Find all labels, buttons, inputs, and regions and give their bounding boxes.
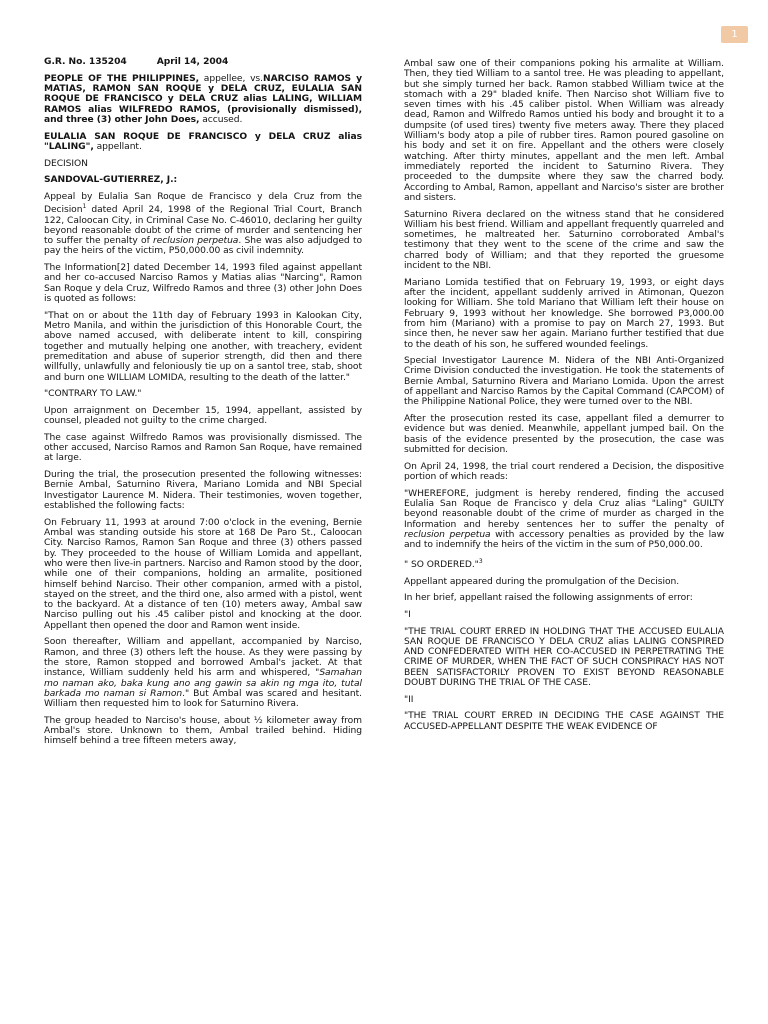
paragraph: On February 11, 1993 at around 7:00 o'clock in the evening, Bernie Ambal was standing outside his store at 168 De Paro St., Caloocan City. Narciso Ramos, Ramon San Roque and three (3) others passed by. They proceeded to the house of William Lomida and appellant, who were then live-in partners. Narciso and Ramon stood by the door, while one of their companions, holding an armalite, positioned himself behind Narciso. Their other companion, armed with a pistol, stayed on the street, and the third one, also armed with a pistol, went to the backyard. At a distance of ten (10) meters away, Ambal saw Narciso pulling out his .45 caliber pistol and knocking at the door. Appellant then opened the door and Ramon went inside. xyxy=(44,517,362,631)
paragraph: Appellant appeared during the promulgation of the Decision. xyxy=(404,576,680,587)
decision-date: April 14, 2004 xyxy=(156,57,229,67)
appellant-title: EULALIA SAN ROQUE DE FRANCISCO y DELA CRUZ alias "LALING", appellant. xyxy=(44,131,362,152)
paragraph: " SO ORDERED."$^3$ xyxy=(404,557,483,570)
footnote-ref: 3 xyxy=(478,557,483,565)
paragraph: In her brief, appellant raised the following assignments of error: xyxy=(404,593,693,604)
paragraph: During the trial, the prosecution presented the following witnesses: Bernie Ambal, Saturnino Rivera, Mariano Lomida and NBI Special Investigator Laurence M. Nidera. Their testimonies, woven together, established the following facts: xyxy=(44,470,362,512)
footnote-ref: 1 xyxy=(82,203,87,211)
paragraph: Ambal saw one of their companions poking his armalite at William. Then, they tied William to a santol tree. He was pleading to appellant, but she simply turned her back. Ramon stabbed William twice at the stomach with a 29" bladed knife. Then Narciso shot William five to seven times with his .45 caliber pistol. When William was already dead, Ramon and Wilfredo Ramos untied his body and brought it to a dumpsite (of used tires) twenty five meters away. There they placed William's body atop a pile of rubber tires. Ramon poured gasoline on his body and set it on fire. Appellant and the others were closely watching. After thirty minutes, appellant and the men left. Ambal immediately reported the incident to Saturnino Rivera. They proceeded to the dumpsite where they saw the charred body. According to Ambal, Ramon, appellant and Narciso's sister are brother and sisters. xyxy=(404,59,724,203)
decision-heading: DECISION xyxy=(44,158,88,169)
gr-number: G.R. No. 135204 xyxy=(44,57,127,67)
page-number-badge: 1 xyxy=(721,26,748,43)
paragraph: Special Investigator Laurence M. Nidera of the NBI Anti-Organized Crime Division conducted the investigation. He took the statements of Bernie Ambal, Saturnino Rivera and Mariano Lomida. Upon the arrest of appellant and Narciso Ramos by the Capital Command (CAPCOM) of the Philippine National Police, they were turned over to the NBI. xyxy=(404,356,724,408)
paragraph: The Information[2] dated December 14, 1993 filed against appellant and her co-accused Narciso Ramos y Matias alias "Narcing", Ramon San Roque y dela Cruz, Wilfredo Ramos and three (3) other John Does is quoted as follows: xyxy=(44,263,362,305)
paragraph: Mariano Lomida testified that on February 19, 1993, or eight days after the incident, appellant suddenly arrived in Atimonan, Quezon looking for William. She told Mariano that William left their house on February 9, 1993 without her knowledge. She borrowed P3,000.00 from him (Mariano) with a promise to pay on March 27, 1993. But since then, he never saw her again. Mariano further testified that due to the death of his son, he suffered wounded feelings. xyxy=(404,277,724,350)
information-quote: "That on or about the 11th day of February 1993 in Kalookan City, Metro Manila, and within the jurisdiction of this Honorable Court, the above named accused, with deliberate intent to kill, conspiring together and mutually helping one another, with treachery, evident premeditation and abuse of superior strength, did then and there willfully, unlawfully and feloniously tie up on a santol tree, stab, shoot and burn one WILLIAM LOMIDA, resulting to the death of the latter." xyxy=(44,310,362,383)
paragraph: The case against Wilfredo Ramos was provisionally dismissed. The other accused, Narciso Ramos and Ramon San Roque, have remained at large. xyxy=(44,432,362,464)
paragraph: Appeal by Eulalia San Roque de Francisco y dela Cruz from the Decision$^1$ dated April 24, 1998 of the Regional Trial Court, Branch 122, Caloocan City, in Criminal Case No. C-46010, declaring her guilty beyond reasonable doubt of the crime of murder and sentencing her to suffer the penalty of reclusion perpetua. She was also adjudged to pay the heirs of the victim, P50,000.00 as civil indemnity. xyxy=(44,191,363,257)
paragraph: After the prosecution rested its case, appellant filed a demurrer to evidence but was denied. Meanwhile, appellant jumped bail. On the basis of the evidence presented by the prosecution, the case was submitted for decision. xyxy=(404,414,724,455)
ponente: SANDOVAL-GUTIERREZ, J.: xyxy=(44,175,178,186)
paragraph: Soon thereafter, William and appellant, accompanied by Narciso, Ramon, and three (3) others left the house. As they were passing by the store, Ramon stopped and borrowed Ambal's jacket. At that instance, William suddenly held his arm and whispered, "Samahan mo naman ako, baka kung ano ang gawin sa akin ng mga ito, tutal barkada mo naman si Ramon." But Ambal was scared and hesitant. William then requested him to look for Saturnino Rivera. xyxy=(44,637,362,710)
case-title: PEOPLE OF THE PHILIPPINES, appellee, vs.NARCISO RAMOS y MATIAS, RAMON SAN ROQUE y DELA CRUZ, EULALIA SAN ROQUE DE FRANCISCO y DELA CRUZ alias LALING, WILLIAM RAMOS alias WILFREDO RAMOS, (provisionally dismissed), and three (3) other John Does, accused. xyxy=(44,73,362,125)
paragraph: Upon arraignment on December 15, 1994, appellant, assisted by counsel, pleaded not guilty to the crime charged. xyxy=(44,405,362,427)
right-column xyxy=(404,59,724,738)
assignment-of-error: "THE TRIAL COURT ERRED IN HOLDING THAT THE ACCUSED EULALIA SAN ROQUE DE FRANCISCO Y DELA CRUZ alias LALING CONSPIRED AND CONFEDERATED WITH HER CO-ACCUSED IN PERPETRATING THE CRIME OF MURDER, WHEN THE FACT OF SUCH CONSPIRACY HAS NOT BEEN SATISFACTORILY PROVEN TO EXIST BEYOND REASONABLE DOUBT DURING THE TRIAL OF THE CASE. xyxy=(404,626,724,689)
assignment-of-error: "THE TRIAL COURT ERRED IN DECIDING THE CASE AGAINST THE ACCUSED-APPELLANT DESPITE THE WEAK EVIDENCE OF xyxy=(404,711,724,732)
error-numeral: "II xyxy=(404,694,414,705)
paragraph: "CONTRARY TO LAW." xyxy=(44,389,142,400)
error-numeral: "I xyxy=(404,609,411,620)
case-header xyxy=(44,57,362,67)
paragraph: Saturnino Rivera declared on the witness stand that he considered William his best friend. William and appellant frequently quarreled and sometimes, he maltreated her. Saturnino corroborated Ambal's testimony that they went to the scene of the crime and saw the charred body of William; and that they reported the gruesome incident to the NBI. xyxy=(404,209,724,272)
left-column xyxy=(44,57,362,753)
paragraph: On April 24, 1998, the trial court rendered a Decision, the dispositive portion of which reads: xyxy=(404,461,724,482)
dispositive-quote: "WHEREFORE, judgment is hereby rendered, finding the accused Eulalia San Roque de Francisco y dela Cruz alias "Laling" GUILTY beyond reasonable doubt of the crime of murder as charged in the Information and hereby sentences her to suffer the penalty of reclusion perpetua with accessory penalties as provided by the law and to indemnify the heirs of the victim in the sum of P50,000.00. xyxy=(404,488,725,551)
paragraph: The group headed to Narciso's house, about ½ kilometer away from Ambal's store. Unknown to them, Ambal trailed behind. Hiding himself behind a tree fifteen meters away, xyxy=(44,715,362,747)
